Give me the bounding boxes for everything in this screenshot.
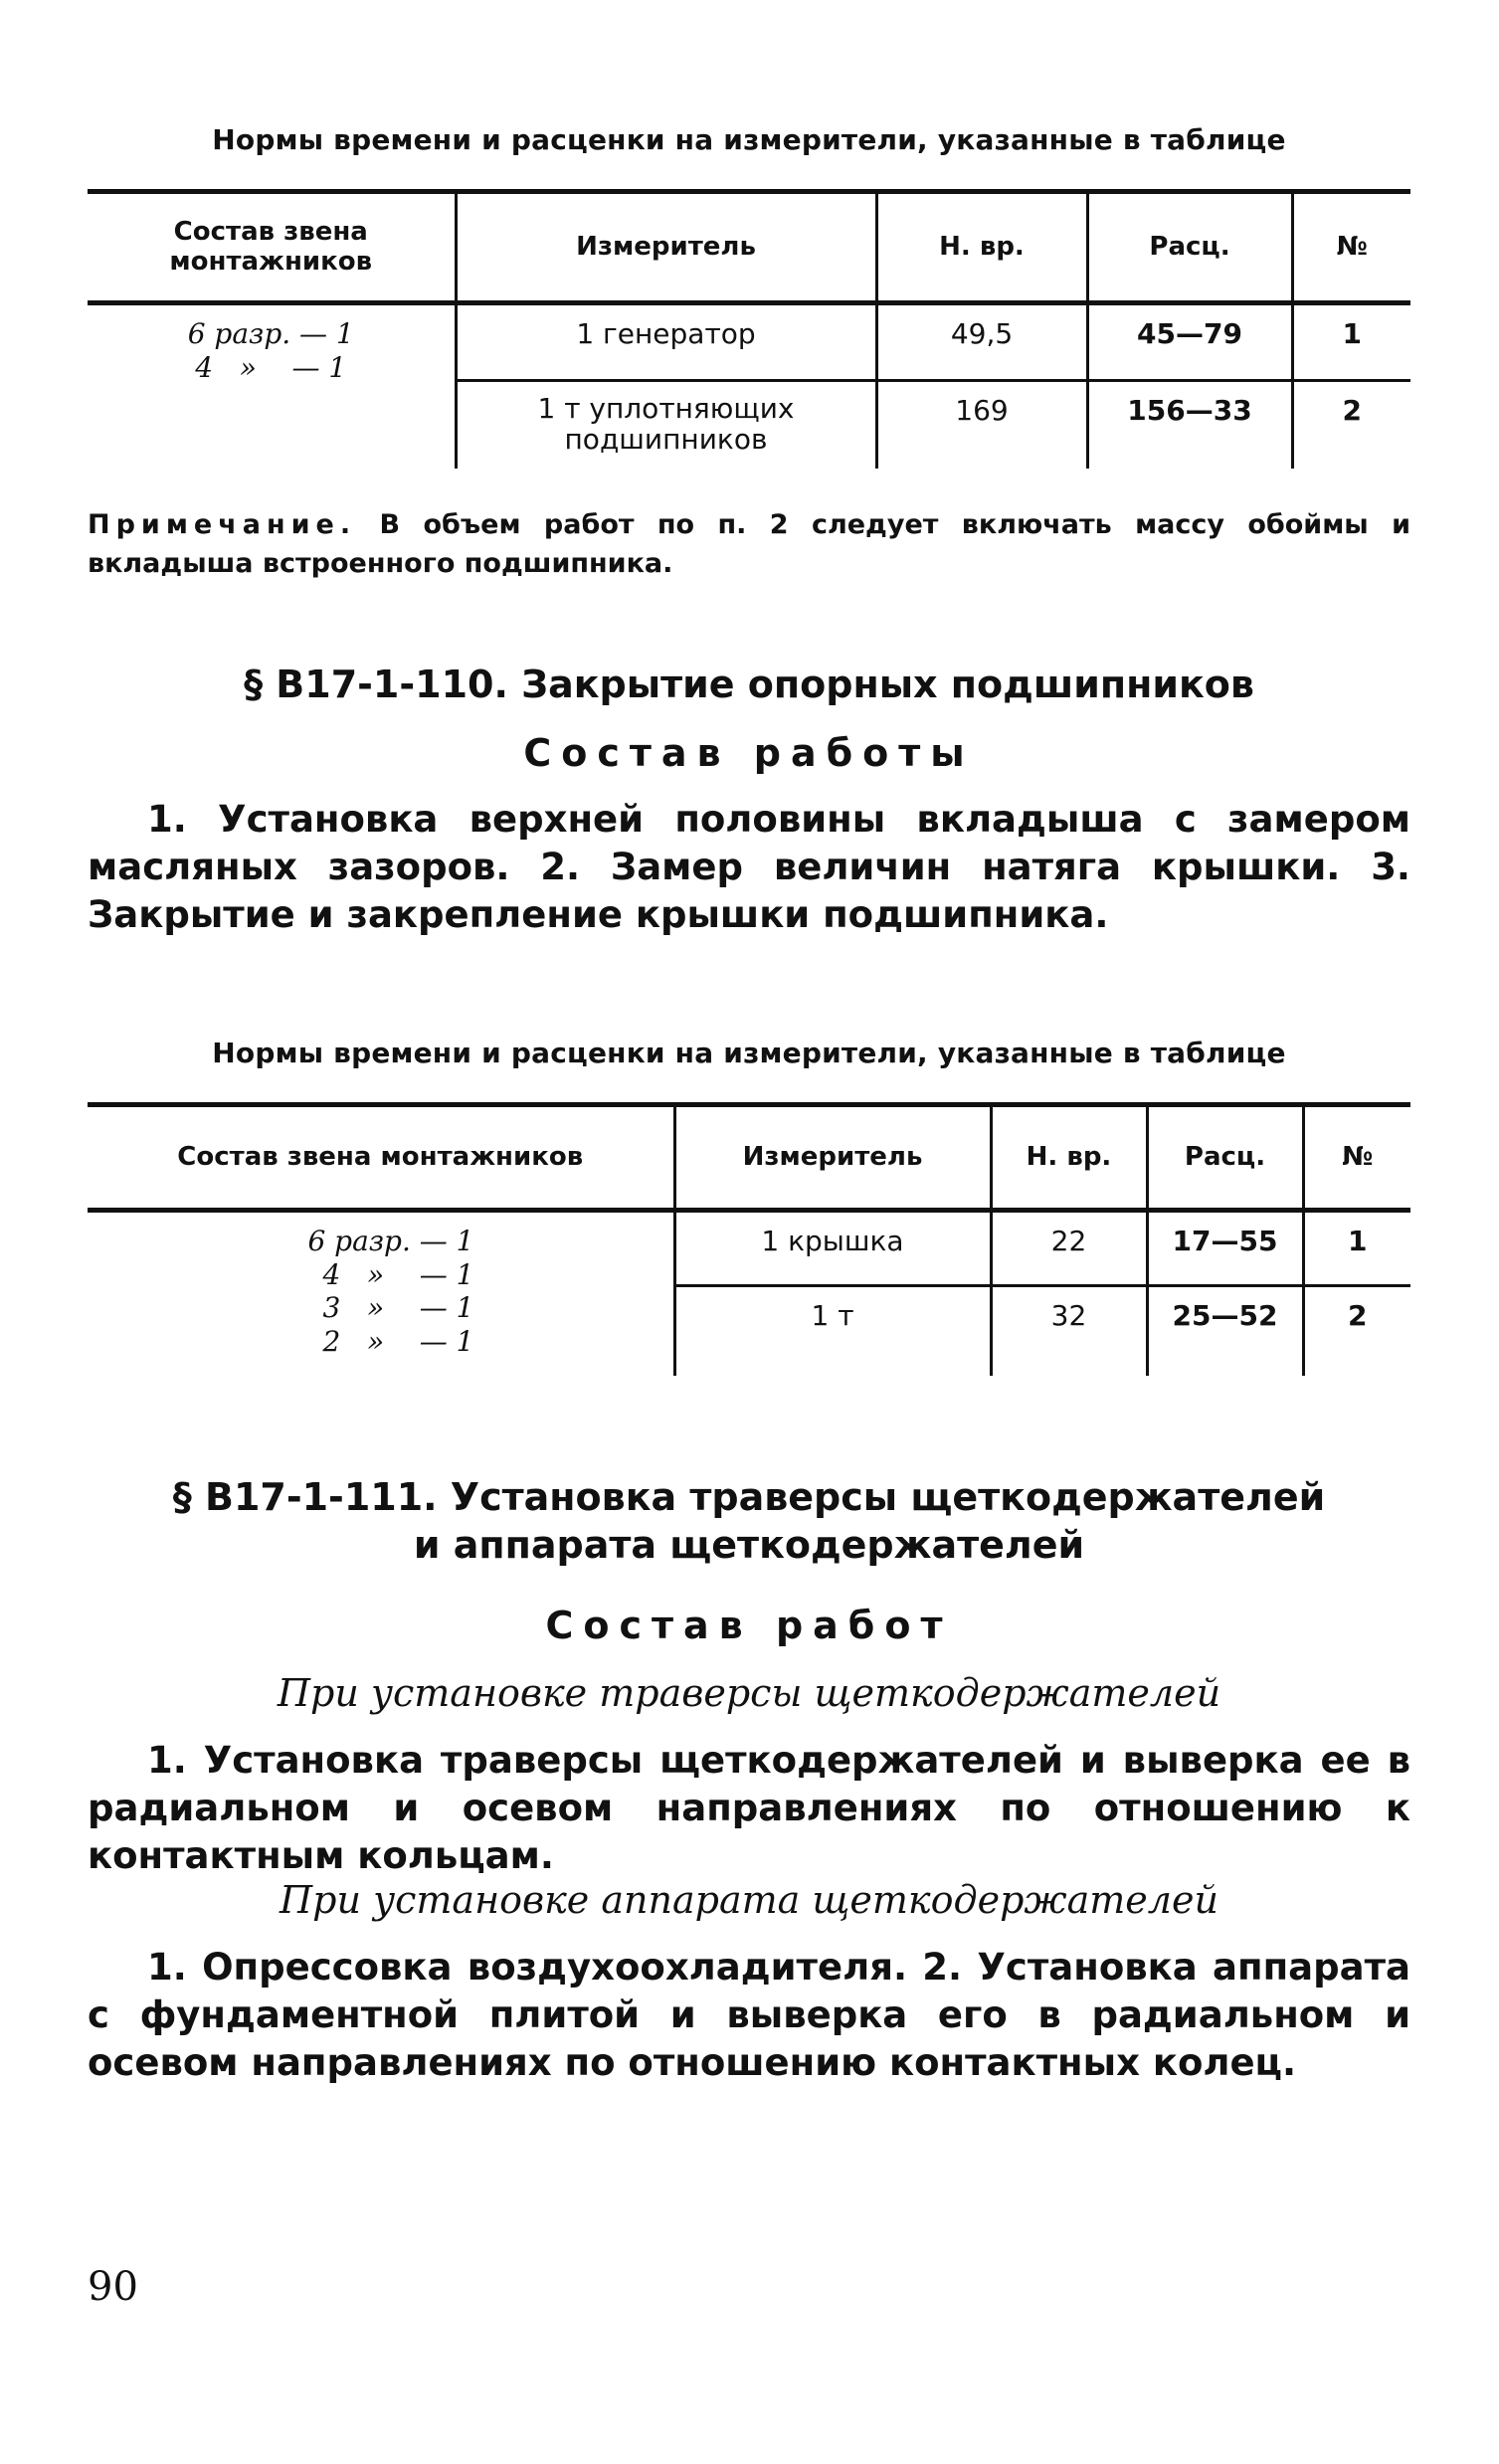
price-cell: 25—52: [1147, 1286, 1303, 1376]
section1-work-heading: Состав работы: [523, 731, 975, 775]
price-cell: 17—55: [1147, 1211, 1303, 1286]
table2-header-norm: Н. вр.: [991, 1105, 1147, 1211]
table2-crew-cell: [88, 1211, 674, 1376]
section1-title: § В17-1-110. Закрытие опорных подшипников: [244, 663, 1254, 706]
table2-header-meter: Измеритель: [674, 1105, 991, 1211]
meter-cell: 1 т уплотняющих подшипников: [456, 381, 876, 469]
note-text: В объем работ по п. 2 следует включать массу обоймы и вкладыша встроенного подшипника.: [88, 509, 1410, 580]
crew-line: 4 » — 1: [322, 1257, 474, 1291]
table2-header-num: №: [1303, 1105, 1410, 1211]
num-cell: 1: [1292, 303, 1410, 381]
page-number: 90: [88, 2264, 138, 2310]
num-cell: 2: [1303, 1286, 1410, 1376]
table1-header-norm: Н. вр.: [876, 192, 1087, 303]
table-row: [88, 303, 1410, 381]
meter-cell: 1 крышка: [674, 1211, 991, 1286]
table1: [88, 189, 1410, 469]
table1-crew-cell: [88, 303, 456, 469]
crew-line: 4 » — 1: [195, 350, 347, 384]
table2: [88, 1102, 1410, 1376]
crew-line: 3 » — 1: [322, 1291, 474, 1325]
section2-subheading-1: При установке траверсы щеткодержателей: [277, 1671, 1221, 1715]
table1-header-crew: Состав звена монтажников: [88, 192, 456, 303]
note-label: Примечание.: [88, 509, 357, 540]
num-cell: 1: [1303, 1211, 1410, 1286]
section2-text-1: 1. Установка траверсы щеткодержателей и выверка ее в радиальном и осевом направлениях по отношению к контактным кольцам.: [88, 1739, 1410, 1878]
crew-line: 6 разр. — 1: [187, 317, 354, 350]
num-cell: 2: [1292, 381, 1410, 469]
table1-caption: Нормы времени и расценки на измерители, указанные в таблице: [212, 123, 1286, 156]
section1-text: 1. Установка верхней половины вкладыша с замером масляных зазоров. 2. Замер величин натяга крышки. 3. Закрытие и закрепление крышки подшипника.: [88, 798, 1410, 937]
table2-caption: Нормы времени и расценки на измерители, указанные в таблице: [212, 1037, 1286, 1069]
norm-cell: 32: [991, 1286, 1147, 1376]
section2-title-line2: и аппарата щеткодержателей: [413, 1522, 1085, 1567]
table2-header-price: Расц.: [1147, 1105, 1303, 1211]
meter-cell: 1 генератор: [456, 303, 876, 381]
table1-header-meter: Измеритель: [456, 192, 876, 303]
table-row: [88, 1211, 1410, 1286]
norm-cell: 169: [876, 381, 1087, 469]
price-cell: 45—79: [1087, 303, 1292, 381]
crew-line: 2 » — 1: [322, 1324, 474, 1358]
norm-cell: 49,5: [876, 303, 1087, 381]
section2-title: [88, 1474, 1410, 1569]
section2-text-2: 1. Опрессовка воздухоохладителя. 2. Установка аппарата с фундаментной плитой и выверка его в радиальном и осевом направлениях по отношению контактных колец.: [88, 1946, 1410, 2085]
table1-header-price: Расц.: [1087, 192, 1292, 303]
table2-header-crew: Состав звена монтажников: [88, 1105, 674, 1211]
table1-header-num: №: [1292, 192, 1410, 303]
crew-line: 6 разр. — 1: [307, 1225, 474, 1257]
meter-cell: 1 т: [674, 1286, 991, 1376]
section2-title-line1: § В17-1-111. Установка траверсы щеткодержателей: [172, 1475, 1326, 1519]
norm-cell: 22: [991, 1211, 1147, 1286]
section2-work-heading: Состав работ: [545, 1604, 953, 1647]
price-cell: 156—33: [1087, 381, 1292, 469]
note: [88, 505, 1410, 583]
section2-subheading-2: При установке аппарата щеткодержателей: [280, 1878, 1218, 1922]
